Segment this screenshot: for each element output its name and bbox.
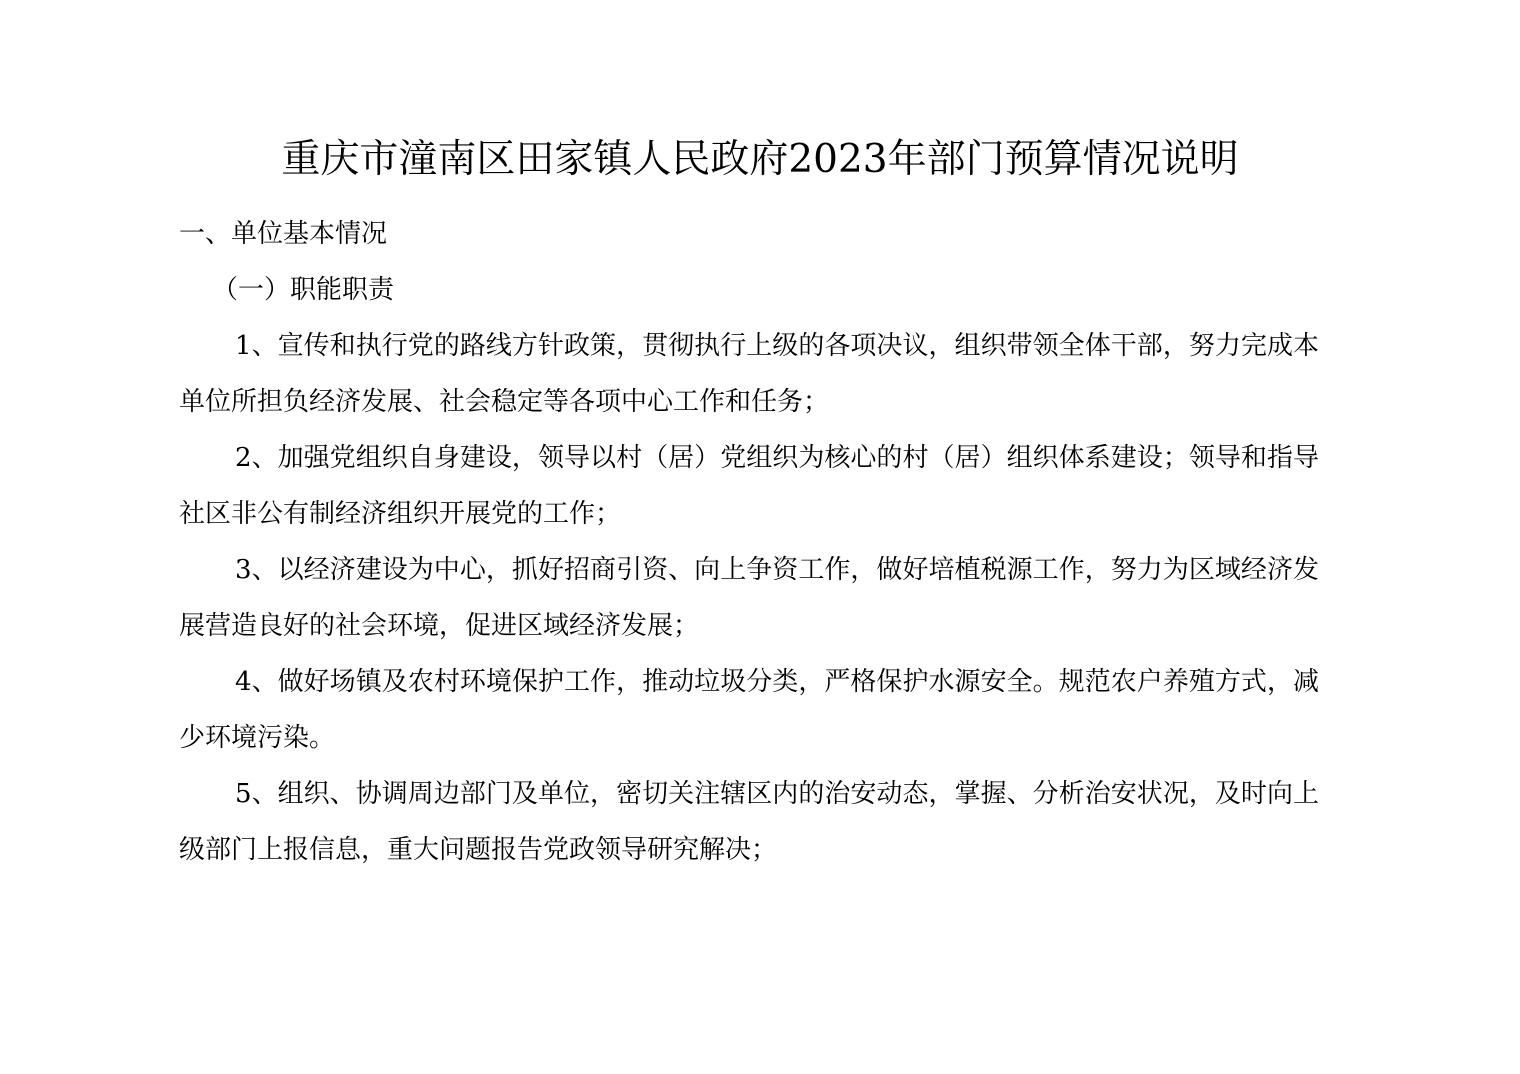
document-title: 重庆市潼南区田家镇人民政府2023年部门预算情况说明 (281, 137, 1239, 182)
duty-item-4: 4、做好场镇及农村环境保护工作，推动垃圾分类，严格保护水源安全。规范农户养殖方式，减少环境污染。 (179, 667, 1319, 753)
duty-item-3: 3、以经济建设为中心，抓好招商引资、向上争资工作，做好培植税源工作，努力为区域经济发展营造良好的社会环境，促进区域经济发展； (179, 555, 1319, 641)
subsection-heading: （一）职能职责 (212, 275, 395, 305)
document-body (179, 206, 1319, 878)
duty-item-5: 5、组织、协调周边部门及单位，密切关注辖区内的治安动态，掌握、分析治安状况，及时向上级部门上报信息，重大问题报告党政领导研究解决； (179, 779, 1319, 865)
duty-item-1: 1、宣传和执行党的路线方针政策，贯彻执行上级的各项决议，组织带领全体干部，努力完成本单位所担负经济发展、社会稳定等各项中心工作和任务； (179, 331, 1319, 417)
duty-item-2: 2、加强党组织自身建设，领导以村（居）党组织为核心的村（居）组织体系建设；领导和指导社区非公有制经济组织开展党的工作； (179, 443, 1319, 529)
section-heading: 一、单位基本情况 (179, 219, 388, 249)
